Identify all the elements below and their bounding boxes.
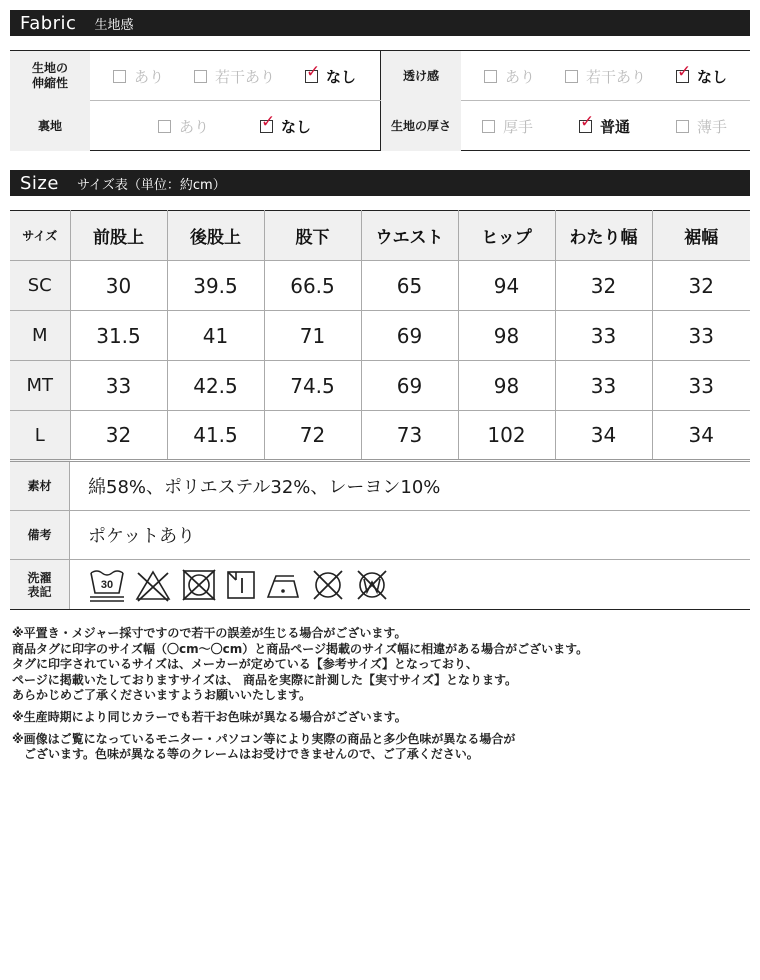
care-icons (70, 560, 750, 609)
header-hem: 裾幅 (652, 211, 750, 261)
remarks-value: ポケットあり (88, 526, 196, 547)
fabric-row-2 (10, 101, 750, 151)
table-cell: 102 (458, 411, 555, 461)
thickness-label: 生地の厚さ (381, 101, 461, 151)
table-cell: 33 (652, 311, 750, 361)
thickness-option-normal: ✓ 普通 (579, 101, 630, 151)
checkbox-icon (482, 120, 495, 133)
wash-30-icon (88, 567, 126, 603)
table-cell: 39.5 (167, 261, 264, 311)
size-label: L (10, 411, 70, 461)
table-cell: 33 (555, 311, 652, 361)
header-front-rise: 前股上 (70, 211, 167, 261)
table-cell: 98 (458, 311, 555, 361)
fabric-row-1 (10, 51, 750, 101)
no-bleach-icon (134, 567, 172, 603)
table-cell: 41 (167, 311, 264, 361)
stretch-label: 生地の 伸縮性 (10, 51, 90, 101)
note-line: ※画像はご覧になっているモニター・パソコン等により実際の商品と多少色味が異なる場合が (12, 731, 516, 746)
note-line: ページに掲載いたしておりますサイズは、 商品を実際に計測した【実寸サイズ】となります。 (12, 672, 518, 687)
svg-text:30: 30 (100, 578, 114, 591)
table-cell: 66.5 (264, 261, 361, 311)
note-line: ※平置き・メジャー採寸ですので若干の誤差が生じる場合がございます。 (12, 626, 407, 640)
note-line: 商品タグに印字のサイズ幅（〇cm〜〇cm）と商品ページ掲載のサイズ幅に相違がある場合がございます。 (12, 641, 589, 656)
table-cell: 32 (70, 411, 167, 461)
size-label: MT (10, 361, 70, 411)
info-table (10, 462, 750, 610)
care-label: 洗濯 表記 (10, 560, 70, 609)
checked-checkbox-icon (676, 70, 689, 83)
thickness-option-thick: 厚手 (482, 101, 533, 151)
table-cell: 94 (458, 261, 555, 311)
size-label: SC (10, 261, 70, 311)
table-cell: 65 (361, 261, 458, 311)
note-line: タグに印字されているサイズは、メーカーが定めている【参考サイズ】となっており、 (12, 657, 478, 672)
checked-checkbox-icon (260, 120, 273, 133)
remarks-row (10, 511, 750, 560)
size-table (10, 210, 750, 462)
table-cell: 33 (70, 361, 167, 411)
remarks-label: 備考 (10, 511, 70, 559)
iron-low-icon (264, 567, 302, 603)
stretch-option-none: ✓ なし (305, 51, 356, 101)
fabric-title: Fabric (20, 12, 77, 34)
size-subtitle: サイズ表（単位：約cm） (76, 177, 226, 193)
header-thigh: わたり幅 (555, 211, 652, 261)
lining-option-yes: あり (158, 101, 209, 151)
sheer-label: 透け感 (381, 51, 461, 101)
size-table-header (10, 211, 750, 261)
sheer-option-yes: あり (484, 51, 535, 101)
table-cell: 42.5 (167, 361, 264, 411)
checkbox-icon (484, 70, 497, 83)
sheer-option-slight: 若干あり (565, 51, 646, 101)
thickness-option-thin: 薄手 (676, 101, 727, 151)
table-row (10, 361, 750, 411)
care-row (10, 560, 750, 609)
no-wet-clean-icon (354, 567, 390, 603)
table-cell: 34 (555, 411, 652, 461)
note-line: ※生産時期により同じカラーでも若干お色味が異なる場合がございます。 (12, 709, 407, 724)
table-cell: 73 (361, 411, 458, 461)
table-cell: 74.5 (264, 361, 361, 411)
size-header-bar (10, 170, 750, 196)
checked-checkbox-icon (305, 70, 318, 83)
table-cell: 71 (264, 311, 361, 361)
checked-checkbox-icon (579, 120, 592, 133)
no-dry-clean-icon (310, 567, 346, 603)
table-row (10, 311, 750, 361)
table-cell: 32 (555, 261, 652, 311)
header-hip: ヒップ (458, 211, 555, 261)
table-cell: 30 (70, 261, 167, 311)
stretch-option-slight: 若干あり (194, 51, 275, 101)
table-cell: 32 (652, 261, 750, 311)
checkbox-icon (158, 120, 171, 133)
lining-option-none: ✓ なし (260, 101, 311, 151)
table-cell: 31.5 (70, 311, 167, 361)
size-title: Size (20, 172, 59, 194)
table-cell: 33 (555, 361, 652, 411)
header-waist: ウエスト (361, 211, 458, 261)
checkbox-icon (565, 70, 578, 83)
note-line: ございます。色味が異なる等のクレームはお受けできませんので、ご了承ください。 (12, 747, 479, 762)
table-row (10, 261, 750, 311)
table-row (10, 411, 750, 461)
material-value: 綿58%、ポリエステル32%、レーヨン10% (88, 477, 441, 498)
no-tumble-dry-icon (180, 567, 218, 603)
table-cell: 72 (264, 411, 361, 461)
table-cell: 69 (361, 311, 458, 361)
size-label: M (10, 311, 70, 361)
fabric-header-bar (10, 10, 750, 36)
lining-label: 裏地 (10, 101, 90, 151)
header-inseam: 股下 (264, 211, 361, 261)
fabric-subtitle: 生地感 (94, 17, 134, 33)
table-cell: 34 (652, 411, 750, 461)
checkbox-icon (194, 70, 207, 83)
line-dry-shade-icon (226, 567, 256, 603)
table-cell: 41.5 (167, 411, 264, 461)
note-line: あらかじめご了承くださいますようお願いいたします。 (12, 688, 312, 703)
notes (12, 626, 752, 763)
sheer-option-none: ✓ なし (676, 51, 727, 101)
header-size: サイズ (10, 211, 70, 261)
checkbox-icon (676, 120, 689, 133)
material-label: 素材 (10, 462, 70, 510)
table-cell: 33 (652, 361, 750, 411)
table-cell: 69 (361, 361, 458, 411)
material-row (10, 462, 750, 511)
stretch-option-yes: あり (113, 51, 164, 101)
header-back-rise: 後股上 (167, 211, 264, 261)
table-cell: 98 (458, 361, 555, 411)
checkbox-icon (113, 70, 126, 83)
fabric-table (10, 50, 750, 151)
